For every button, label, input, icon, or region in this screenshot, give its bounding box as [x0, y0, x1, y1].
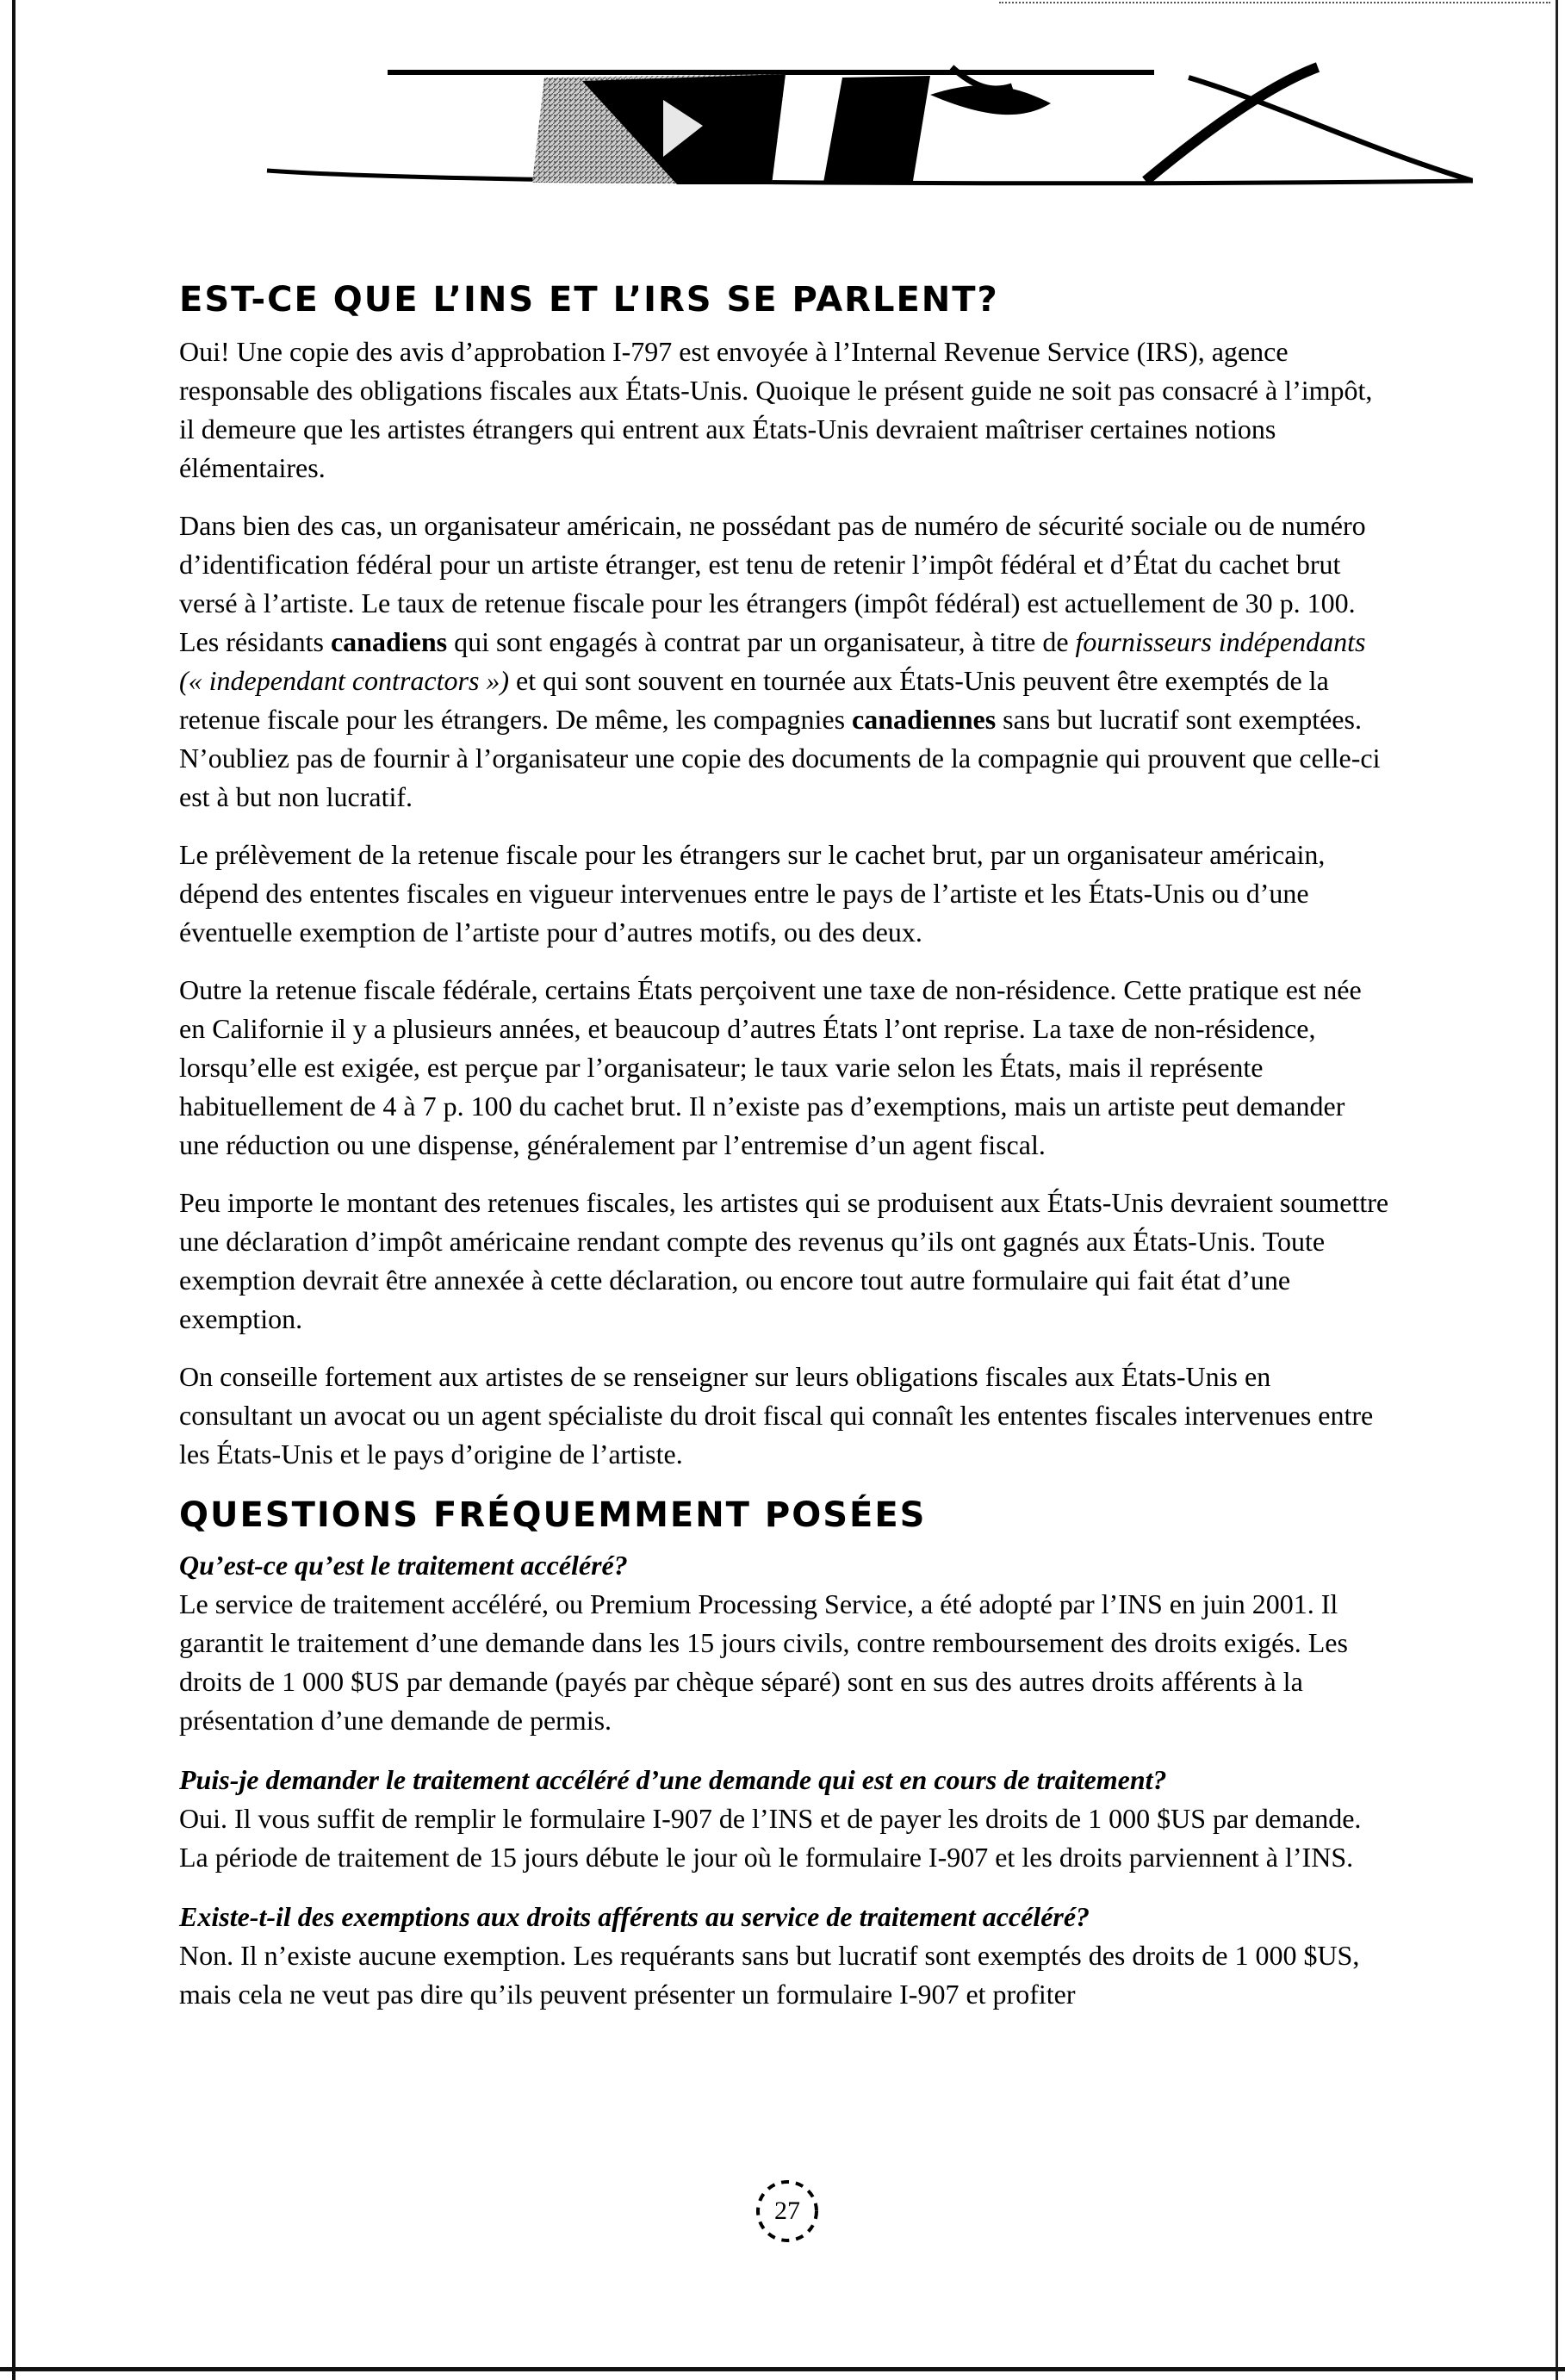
faq-answer: Oui. Il vous suffit de remplir le formulaire I-907 de l’INS et de payer les droits de 1 000 $US par demande. La période de traitement de 15 jours débute le jour où le formulaire I-907 et les droits parviennent à l’INS.: [179, 1803, 1362, 1873]
section-heading-faq: QUESTIONS FRÉQUEMMENT POSÉES: [179, 1495, 927, 1535]
paragraph: Peu importe le montant des retenues fiscales, les artistes qui se produisent aux États-Unis devraient soumettre une déclaration d’impôt américaine rendant compte des revenus qu’ils ont gagnés aux États-Unis. Toute exemption devrait être annexée à cette déclaration, ou encore tout autre formulaire qui fait état d’une exemption.: [179, 1187, 1389, 1334]
faq-question: Existe-t-il des exemptions aux droits afférents au service de traitement accéléré?: [179, 1901, 1090, 1932]
section-heading-ins-irs: EST-CE QUE L’INS ET L’IRS SE PARLENT?: [179, 280, 999, 320]
italic-text-run: fournisseurs indépendants (« independant contractors »): [179, 626, 1366, 696]
faq-question: Qu’est-ce qu’est le traitement accéléré?: [179, 1550, 628, 1581]
faq-answer: Le service de traitement accéléré, ou Premium Processing Service, a été adopté par l’INS en juin 2001. Il garantit le traitement d’une demande dans les 15 jours civils, contre remboursement des droits exigés. Les droits de 1 000 $US par demande (payés par chèque séparé) sont en sus des autres droits afférents à la présentation d’une demande de permis.: [179, 1588, 1348, 1736]
paragraph: Oui! Une copie des avis d’approbation I-797 est envoyée à l’Internal Revenue Service (IRS), agence responsable des obligations fiscales aux États-Unis. Quoique le présent guide ne soit pas consacré à l’impôt, il demeure que les artistes étrangers qui entrent aux États-Unis devraient maîtriser certaines notions élémentaires.: [179, 336, 1373, 483]
header-banner-graphic: [258, 52, 1473, 198]
text-run: Dans bien des cas, un organisateur américain, ne possédant pas de numéro de sécurité sociale ou de numéro d’identification fédéral pour un artiste étranger, est tenu de retenir l’impôt fédéral et d’État du cachet brut versé à l’artiste. Le taux de retenue fiscale pour les étrangers (impôt fédéral) est actuellement de 30 p. 100. Les résidants: [179, 510, 1366, 657]
paragraph: Outre la retenue fiscale fédérale, certains États perçoivent une taxe de non-résidence. Cette pratique est née en Californie il y a plusieurs années, et beaucoup d’autres États l’ont reprise. La taxe de non-résidence, lorsqu’elle est exigée, est perçue par l’organisateur; le taux varie selon les États, mais il représente habituellement de 4 à 7 p. 100 du cachet brut. Il n’existe pas d’exemptions, mais un artiste peut demander une réduction ou une dispense, généralement par l’entremise d’un agent fiscal.: [179, 974, 1362, 1160]
main-content: [179, 277, 1389, 2035]
scan-edge-bottom: [0, 2367, 1565, 2371]
page-number: 27: [774, 2197, 800, 2225]
scan-edge-left: [12, 0, 16, 2380]
bold-text-run: canadiens: [330, 626, 448, 657]
text-run: sans but lucratif sont exemptées. N’oubliez pas de fournir à l’organisateur une copie des documents de la compagnie qui prouvent que celle-ci est à but non lucratif.: [179, 704, 1381, 812]
text-run: qui sont engagés à contrat par un organisateur, à titre de: [447, 626, 1076, 657]
page-number-badge: [751, 2175, 823, 2247]
paragraph: [179, 506, 1389, 817]
faq-answer: Non. Il n’existe aucune exemption. Les requérants sans but lucratif sont exemptés des droits de 1 000 $US, mais cela ne veut pas dire qu’ils peuvent présenter un formulaire I-907 et profiter: [179, 1940, 1360, 2010]
paragraph: Le prélèvement de la retenue fiscale pour les étrangers sur le cachet brut, par un organisateur américain, dépend des ententes fiscales en vigueur intervenues entre le pays de l’artiste et les États-Unis ou d’une éventuelle exemption de l’artiste pour d’autres motifs, ou des deux.: [179, 839, 1326, 948]
scan-edge-top: [999, 2, 1550, 5]
faq-question: Puis-je demander le traitement accéléré d’une demande qui est en cours de traitement?: [179, 1764, 1167, 1795]
scan-edge-right: [1556, 0, 1558, 2380]
text-run: et qui sont souvent en tournée aux États-Unis peuvent être exemptés de la retenue fiscale pour les étrangers. De même, les compagnies: [179, 665, 1329, 735]
paragraph: On conseille fortement aux artistes de se renseigner sur leurs obligations fiscales aux États-Unis en consultant un avocat ou un agent spécialiste du droit fiscal qui connaît les ententes fiscales intervenues entre les États-Unis et le pays d’origine de l’artiste.: [179, 1361, 1374, 1470]
bold-text-run: canadiennes: [852, 704, 997, 735]
